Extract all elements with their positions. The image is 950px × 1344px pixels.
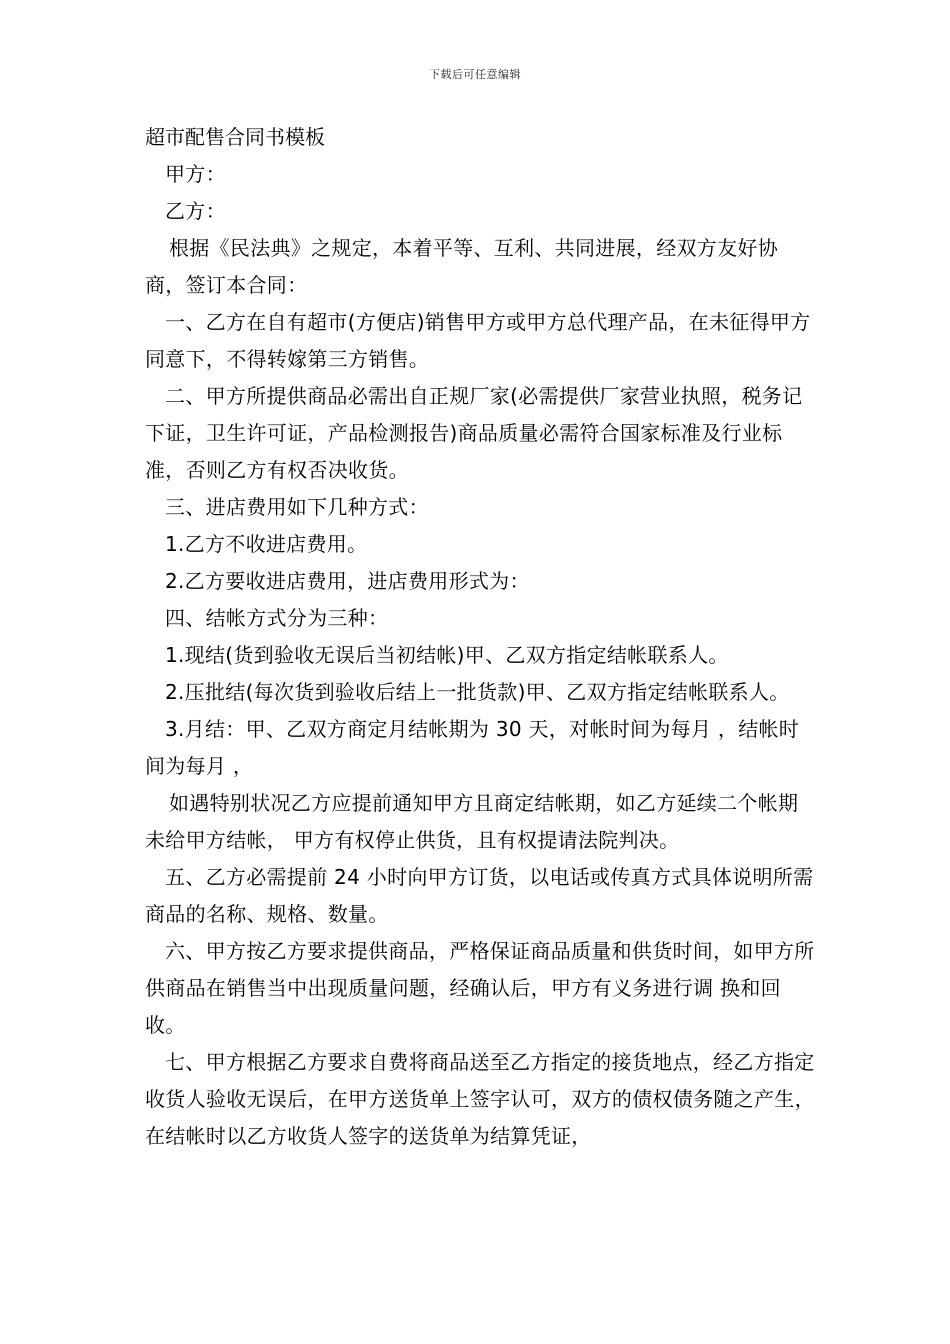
document-body — [145, 119, 815, 1155]
clause-4-item-2: 2.压批结(每次货到验收后结上一批货款)甲、乙双方指定结帐联系人。 — [165, 680, 790, 704]
document-title: 超市配售合同书模板 — [145, 125, 325, 149]
clause-4-item-1: 1.现结(货到验收无误后当初结帐)甲、乙双方指定结帐联系人。 — [165, 643, 729, 667]
clause-6: 六、甲方按乙方要求提供商品，严格保证商品质量和供货时间，如甲方所供商品在销售当中出现质量问题，经确认后，甲方有义务进行调 换和回收。 — [145, 939, 815, 1037]
clause-5: 五、乙方必需提前 24 小时向甲方订货，以电话或传真方式具体说明所需商品的名称、规格、数量。 — [145, 865, 814, 926]
clause-4: 四、结帐方式分为三种： — [165, 606, 389, 630]
clause-3: 三、进店费用如下几种方式： — [165, 495, 429, 519]
clause-7: 七、甲方根据乙方要求自费将商品送至乙方指定的接货地点，经乙方指定收货人验收无误后，在甲方送货单上签字认可，双方的债权债务随之产生，在结帐时以乙方收货人签字的送货单为结算凭证， — [145, 1050, 815, 1148]
clause-4-note: 如遇特别状况乙方应提前通知甲方且商定结帐期，如乙方延续二个帐期未给甲方结帐， 甲方有权停止供货，且有权提请法院判决。 — [145, 791, 799, 852]
clause-2: 二、甲方所提供商品必需出自正规厂家(必需提供厂家营业执照，税务记下证，卫生许可证，产品检测报告)商品质量必需符合国家标准及行业标准，否则乙方有权否决收货。 — [145, 384, 803, 482]
party-a-line: 甲方： — [165, 162, 226, 186]
clause-1: 一、乙方在自有超市(方便店)销售甲方或甲方总代理产品，在未征得甲方同意下，不得转嫁第三方销售。 — [145, 310, 811, 371]
header-note: 下载后可任意编辑 — [429, 68, 521, 81]
clause-3-item-2: 2.乙方要收进店费用，进店费用形式为： — [165, 569, 530, 593]
preamble-paragraph: 根据《民法典》之规定，本着平等、互利、共同进展，经双方友好协商，签订本合同： — [145, 236, 778, 297]
clause-3-item-1: 1.乙方不收进店费用。 — [165, 532, 368, 556]
party-b-line: 乙方： — [165, 199, 226, 223]
clause-4-item-3: 3.月结：甲、乙双方商定月结帐期为 30 天，对帐时间为每月 ，结帐时间为每月 ， — [145, 717, 800, 778]
